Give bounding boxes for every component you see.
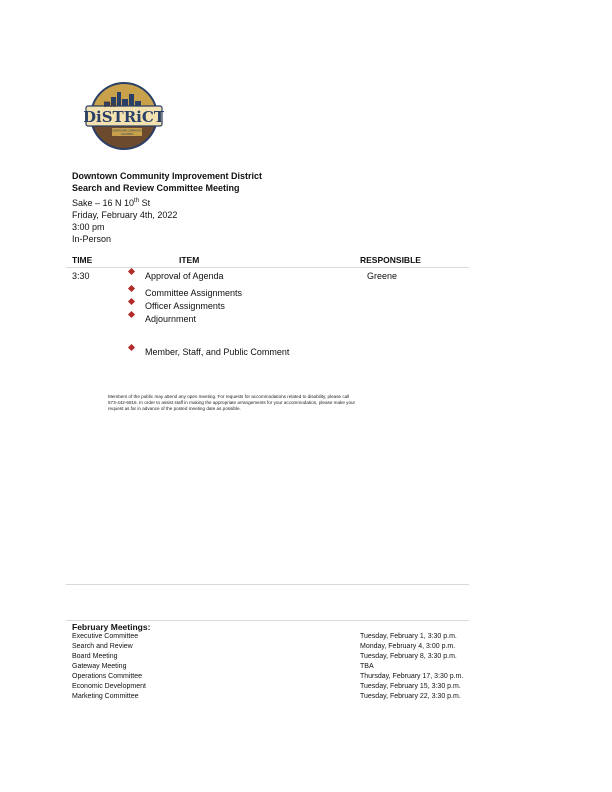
- meeting-when: Monday, February 4, 3:00 p.m.: [360, 643, 456, 650]
- meeting-when: Tuesday, February 15, 3:30 p.m.: [360, 683, 461, 690]
- logo-wordmark: DiSTRiCT: [84, 108, 164, 126]
- meeting-when: Tuesday, February 8, 3:30 p.m.: [360, 653, 457, 660]
- meetings-date-column: [360, 632, 500, 702]
- meeting-when: Thursday, February 17, 3:30 p.m.: [360, 673, 464, 680]
- meeting-when: TBA: [360, 663, 374, 670]
- agenda-item: Committee Assignments: [145, 288, 243, 298]
- agenda-time: 3:30: [72, 271, 90, 281]
- public-notice: Members of the public may attend any open meeting. For requests for accommodations related to disability, please call 573-442-6816. In order to assist staff in making the appropriate arrangements for your accommodation, please make your request as far in advance of the posted meeting date as possible.: [108, 394, 356, 412]
- meeting-name: Board Meeting: [72, 653, 118, 660]
- meeting-location: Sake – 16 N 10th St: [72, 197, 151, 208]
- meeting-time: 3:00 pm: [72, 222, 105, 233]
- logo-prefix: The: [103, 101, 117, 109]
- agenda-item: Approval of Agenda: [145, 271, 224, 281]
- column-header-time: TIME: [72, 255, 93, 265]
- column-header-responsible: RESPONSIBLE: [360, 255, 421, 265]
- footer-divider-bottom: [66, 620, 469, 621]
- agenda-item: Member, Staff, and Public Comment: [145, 347, 290, 357]
- column-header-item: ITEM: [179, 255, 200, 265]
- meeting-name: Search and Review: [72, 643, 133, 650]
- agenda-responsible: Greene: [367, 271, 398, 281]
- footer-divider-top: [66, 584, 469, 585]
- agenda-item: Officer Assignments: [145, 301, 225, 311]
- bullet-diamond-icon: [128, 268, 135, 275]
- meeting-name: Economic Development: [72, 683, 146, 690]
- bullet-diamond-icon: [128, 298, 135, 305]
- logo-banner-line1: DOWNTOWN COMMUNITY: [111, 129, 143, 133]
- meeting-title: Search and Review Committee Meeting: [72, 183, 240, 194]
- meeting-name: Operations Committee: [72, 673, 143, 680]
- bullet-diamond-icon: [128, 344, 135, 351]
- meeting-date: Friday, February 4th, 2022: [72, 209, 178, 220]
- meeting-when: Tuesday, February 1, 3:30 p.m.: [360, 633, 457, 640]
- meeting-name: Marketing Committee: [72, 693, 139, 700]
- february-meetings-title: February Meetings:: [72, 622, 151, 632]
- bullet-diamond-icon: [128, 285, 135, 292]
- meeting-when: Tuesday, February 22, 3:30 p.m.: [360, 693, 461, 700]
- organization-name: Downtown Community Improvement District: [72, 171, 263, 181]
- meeting-header: [72, 170, 262, 246]
- meetings-name-column: [72, 632, 272, 702]
- district-logo: [84, 80, 164, 152]
- bullet-diamond-icon: [128, 311, 135, 318]
- meeting-name: Executive Committee: [72, 633, 139, 640]
- agenda-item: Adjournment: [145, 314, 197, 324]
- agenda-items: [127, 268, 367, 368]
- logo-banner-line2: COLUMBIA: [120, 133, 134, 136]
- meeting-name: Gateway Meeting: [72, 663, 127, 670]
- meeting-mode: In-Person: [72, 234, 112, 245]
